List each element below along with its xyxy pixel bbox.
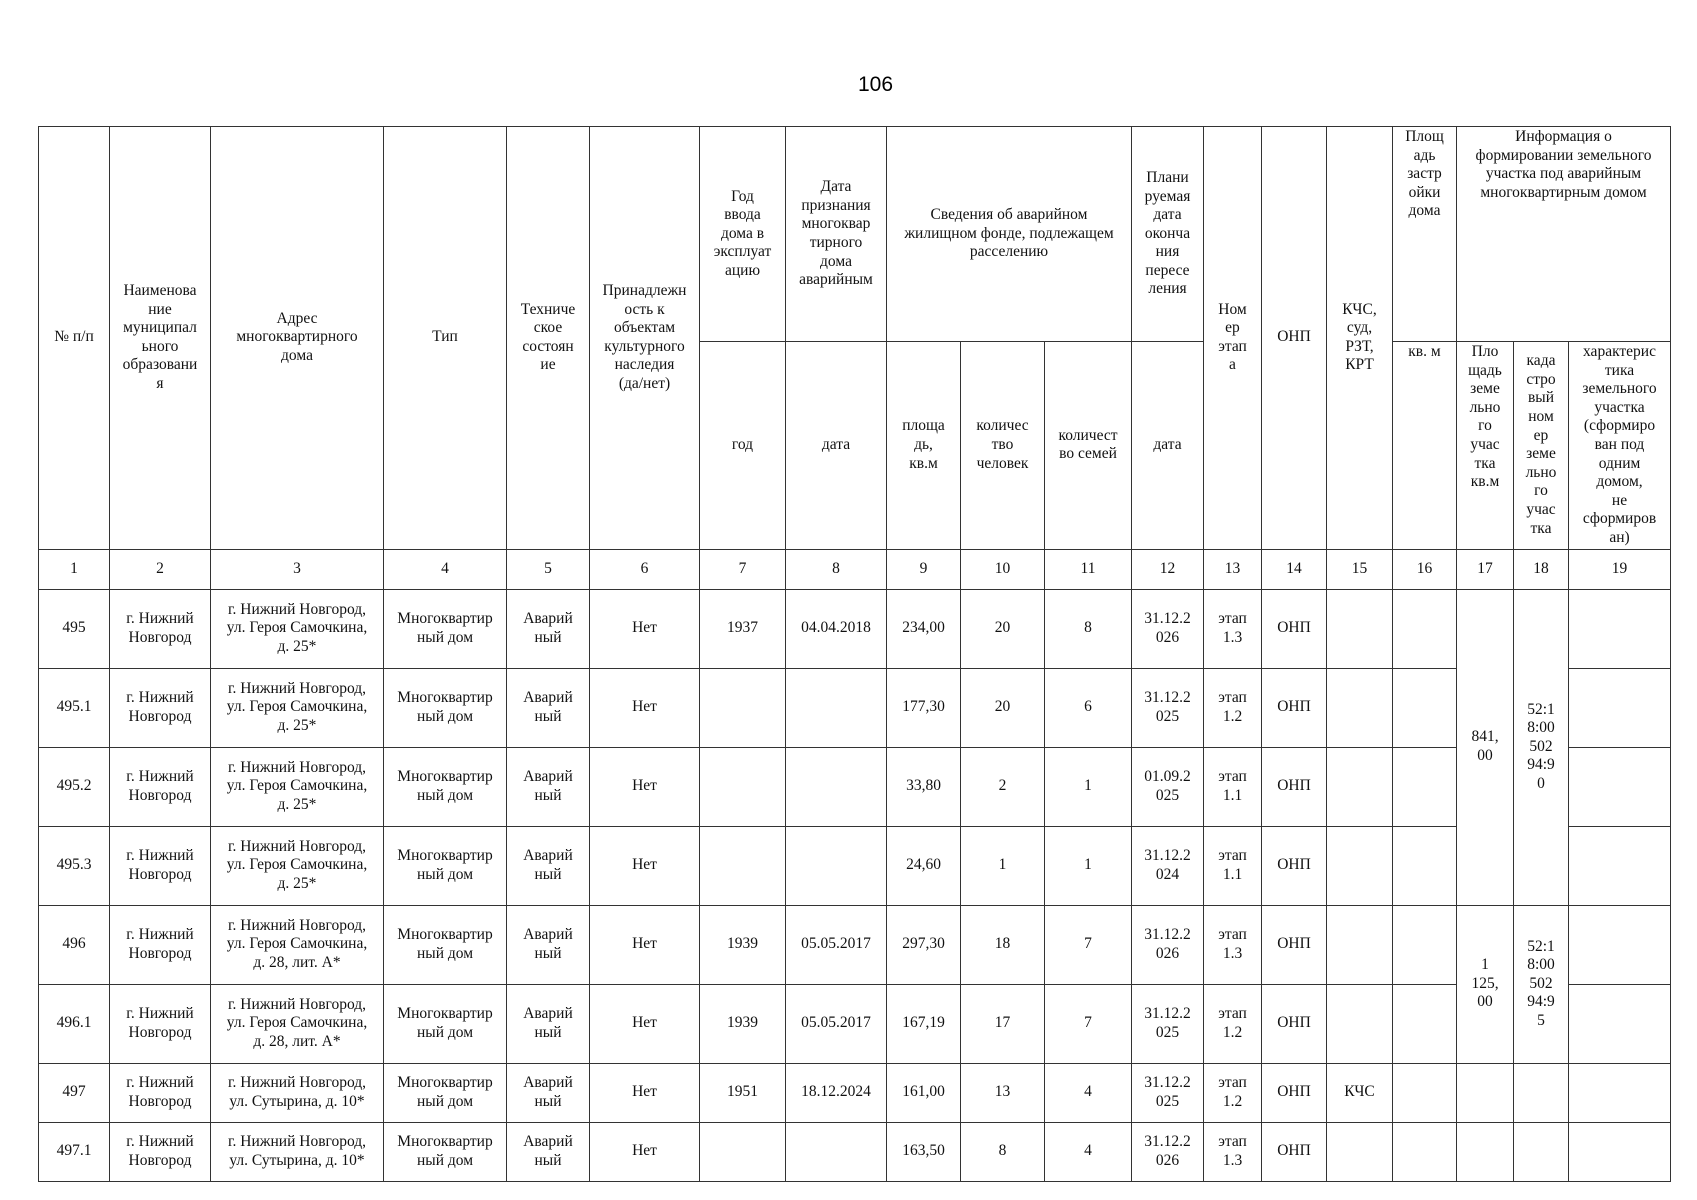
cell-kchs bbox=[1327, 984, 1393, 1063]
table-row bbox=[39, 747, 1671, 826]
cell-recognition-date: 18.12.2024 bbox=[786, 1063, 887, 1122]
cell-onp: ОНП bbox=[1262, 1063, 1327, 1122]
column-number: 8 bbox=[786, 549, 887, 589]
cell-stage: этап 1.3 bbox=[1204, 905, 1262, 984]
cell-address: г. Нижний Новгород, ул. Героя Самочкина, д. 25* bbox=[211, 826, 384, 905]
cell-year: 1951 bbox=[700, 1063, 786, 1122]
cell-area: 167,19 bbox=[887, 984, 961, 1063]
cell-heritage: Нет bbox=[590, 747, 700, 826]
cell-land-characteristic bbox=[1569, 826, 1671, 905]
header-cell-row-number: № п/п bbox=[39, 127, 110, 550]
cell-year bbox=[700, 747, 786, 826]
cell-land-characteristic bbox=[1569, 668, 1671, 747]
cell-families: 4 bbox=[1045, 1063, 1132, 1122]
header-cell-fund-info: Сведения об аварийном жилищном фонде, подлежащем расселению bbox=[887, 127, 1132, 342]
cell-municipality: г. Нижний Новгород bbox=[110, 747, 211, 826]
cell-municipality: г. Нижний Новгород bbox=[110, 1122, 211, 1181]
cell-building-area bbox=[1393, 589, 1457, 668]
cell-onp: ОНП bbox=[1262, 668, 1327, 747]
column-number: 19 bbox=[1569, 549, 1671, 589]
subheader-cell-cadastral: када стро вый ном ер земе льно го учас тка bbox=[1514, 342, 1569, 550]
cell-municipality: г. Нижний Новгород bbox=[110, 826, 211, 905]
cell-address: г. Нижний Новгород, ул. Героя Самочкина, д. 28, лит. А* bbox=[211, 905, 384, 984]
cell-kchs bbox=[1327, 826, 1393, 905]
cell-onp: ОНП bbox=[1262, 589, 1327, 668]
cell-recognition-date: 05.05.2017 bbox=[786, 984, 887, 1063]
cell-address: г. Нижний Новгород, ул. Героя Самочкина, д. 25* bbox=[211, 589, 384, 668]
column-number: 6 bbox=[590, 549, 700, 589]
cell-recognition-date: 04.04.2018 bbox=[786, 589, 887, 668]
cell-type: Многоквартир ный дом bbox=[384, 747, 507, 826]
cell-land-characteristic bbox=[1569, 905, 1671, 984]
cell-planned-date: 31.12.2 025 bbox=[1132, 1063, 1204, 1122]
cell-year: 1939 bbox=[700, 984, 786, 1063]
cell-land-area: 1 125, 00 bbox=[1457, 905, 1514, 1063]
cell-municipality: г. Нижний Новгород bbox=[110, 905, 211, 984]
cell-address: г. Нижний Новгород, ул. Героя Самочкина, д. 25* bbox=[211, 747, 384, 826]
header-cell-planned-date: Плани руемая дата оконча ния пересе ления bbox=[1132, 127, 1204, 342]
cell-heritage: Нет bbox=[590, 589, 700, 668]
table-row bbox=[39, 905, 1671, 984]
cell-row-number: 495.3 bbox=[39, 826, 110, 905]
column-number: 1 bbox=[39, 549, 110, 589]
cell-land-area: 841, 00 bbox=[1457, 589, 1514, 905]
cell-row-number: 495.1 bbox=[39, 668, 110, 747]
cell-families: 1 bbox=[1045, 747, 1132, 826]
cell-cadastral-number bbox=[1514, 1063, 1569, 1122]
cell-people: 13 bbox=[961, 1063, 1045, 1122]
header-cell-land-info: Информация о формировании земельного участка под аварийным многоквартирным домом bbox=[1457, 127, 1671, 342]
cell-building-area bbox=[1393, 984, 1457, 1063]
subheader-cell-unit-17: Пло щадь земе льно го учас тка кв.м bbox=[1457, 342, 1514, 550]
cell-families: 6 bbox=[1045, 668, 1132, 747]
cell-stage: этап 1.2 bbox=[1204, 668, 1262, 747]
header-cell-municipality: Наименова ние муниципал ьного образовани я bbox=[110, 127, 211, 550]
subheader-cell-date: дата bbox=[786, 342, 887, 550]
cell-heritage: Нет bbox=[590, 984, 700, 1063]
cell-address: г. Нижний Новгород, ул. Сутырина, д. 10* bbox=[211, 1122, 384, 1181]
table-row bbox=[39, 589, 1671, 668]
cell-planned-date: 31.12.2 025 bbox=[1132, 984, 1204, 1063]
cell-row-number: 495.2 bbox=[39, 747, 110, 826]
cell-municipality: г. Нижний Новгород bbox=[110, 984, 211, 1063]
cell-onp: ОНП bbox=[1262, 905, 1327, 984]
cell-land-characteristic bbox=[1569, 1122, 1671, 1181]
cell-area: 163,50 bbox=[887, 1122, 961, 1181]
cell-condition: Аварий ный bbox=[507, 589, 590, 668]
header-cell-heritage: Принадлежн ость к объектам культурного наследия (да/нет) bbox=[590, 127, 700, 550]
cell-area: 33,80 bbox=[887, 747, 961, 826]
cell-condition: Аварий ный bbox=[507, 1122, 590, 1181]
cell-row-number: 497 bbox=[39, 1063, 110, 1122]
cell-stage: этап 1.2 bbox=[1204, 984, 1262, 1063]
cell-stage: этап 1.3 bbox=[1204, 589, 1262, 668]
cell-heritage: Нет bbox=[590, 905, 700, 984]
subheader-cell-families: количест во семей bbox=[1045, 342, 1132, 550]
column-number: 17 bbox=[1457, 549, 1514, 589]
cell-land-characteristic bbox=[1569, 1063, 1671, 1122]
cell-year bbox=[700, 826, 786, 905]
cell-heritage: Нет bbox=[590, 1063, 700, 1122]
table-row bbox=[39, 668, 1671, 747]
cell-building-area bbox=[1393, 1063, 1457, 1122]
cell-area: 177,30 bbox=[887, 668, 961, 747]
cell-condition: Аварий ный bbox=[507, 668, 590, 747]
cell-stage: этап 1.1 bbox=[1204, 747, 1262, 826]
cell-land-area bbox=[1457, 1063, 1514, 1122]
cell-recognition-date: 05.05.2017 bbox=[786, 905, 887, 984]
cell-kchs bbox=[1327, 905, 1393, 984]
cell-year bbox=[700, 1122, 786, 1181]
cell-recognition-date bbox=[786, 1122, 887, 1181]
cell-land-characteristic bbox=[1569, 984, 1671, 1063]
cell-onp: ОНП bbox=[1262, 747, 1327, 826]
subheader-cell-year: год bbox=[700, 342, 786, 550]
cell-type: Многоквартир ный дом bbox=[384, 668, 507, 747]
subheader-cell-people: количес тво человек bbox=[961, 342, 1045, 550]
cell-building-area bbox=[1393, 1122, 1457, 1181]
cell-families: 1 bbox=[1045, 826, 1132, 905]
cell-planned-date: 31.12.2 026 bbox=[1132, 589, 1204, 668]
table-row bbox=[39, 984, 1671, 1063]
subheader-cell-land-characteristic: характерис тика земельного участка (сформиро ван под одним домом, не сформиров ан) bbox=[1569, 342, 1671, 550]
emergency-housing-table bbox=[38, 126, 1671, 1182]
cell-onp: ОНП bbox=[1262, 1122, 1327, 1181]
cell-year: 1937 bbox=[700, 589, 786, 668]
cell-type: Многоквартир ный дом bbox=[384, 1063, 507, 1122]
subheader-cell-area: площа дь, кв.м bbox=[887, 342, 961, 550]
column-number: 12 bbox=[1132, 549, 1204, 589]
column-number: 10 bbox=[961, 549, 1045, 589]
column-number: 5 bbox=[507, 549, 590, 589]
cell-land-characteristic bbox=[1569, 589, 1671, 668]
cell-condition: Аварий ный bbox=[507, 826, 590, 905]
header-cell-address: Адрес многоквартирного дома bbox=[211, 127, 384, 550]
cell-families: 7 bbox=[1045, 984, 1132, 1063]
cell-municipality: г. Нижний Новгород bbox=[110, 1063, 211, 1122]
cell-kchs bbox=[1327, 668, 1393, 747]
cell-year: 1939 bbox=[700, 905, 786, 984]
cell-row-number: 496 bbox=[39, 905, 110, 984]
cell-stage: этап 1.2 bbox=[1204, 1063, 1262, 1122]
cell-people: 17 bbox=[961, 984, 1045, 1063]
cell-condition: Аварий ный bbox=[507, 1063, 590, 1122]
header-row bbox=[39, 127, 1671, 342]
cell-building-area bbox=[1393, 826, 1457, 905]
table-row bbox=[39, 1122, 1671, 1181]
cell-planned-date: 01.09.2 025 bbox=[1132, 747, 1204, 826]
column-number: 2 bbox=[110, 549, 211, 589]
cell-planned-date: 31.12.2 026 bbox=[1132, 1122, 1204, 1181]
cell-area: 234,00 bbox=[887, 589, 961, 668]
cell-address: г. Нижний Новгород, ул. Героя Самочкина, д. 25* bbox=[211, 668, 384, 747]
cell-type: Многоквартир ный дом bbox=[384, 984, 507, 1063]
column-number: 3 bbox=[211, 549, 384, 589]
cell-kchs bbox=[1327, 1122, 1393, 1181]
cell-people: 20 bbox=[961, 589, 1045, 668]
header-cell-recognition-date: Дата признания многоквар тирного дома аварийным bbox=[786, 127, 887, 342]
cell-kchs bbox=[1327, 589, 1393, 668]
cell-people: 1 bbox=[961, 826, 1045, 905]
cell-year bbox=[700, 668, 786, 747]
column-number-row bbox=[39, 549, 1671, 589]
cell-row-number: 496.1 bbox=[39, 984, 110, 1063]
cell-families: 4 bbox=[1045, 1122, 1132, 1181]
cell-type: Многоквартир ный дом bbox=[384, 905, 507, 984]
column-number: 4 bbox=[384, 549, 507, 589]
column-number: 7 bbox=[700, 549, 786, 589]
cell-area: 161,00 bbox=[887, 1063, 961, 1122]
cell-people: 18 bbox=[961, 905, 1045, 984]
cell-heritage: Нет bbox=[590, 668, 700, 747]
cell-families: 7 bbox=[1045, 905, 1132, 984]
cell-planned-date: 31.12.2 026 bbox=[1132, 905, 1204, 984]
cell-row-number: 495 bbox=[39, 589, 110, 668]
cell-cadastral-number bbox=[1514, 1122, 1569, 1181]
header-cell-commission-year: Год ввода дома в эксплуат ацию bbox=[700, 127, 786, 342]
cell-cadastral-number: 52:1 8:00 502 94:9 5 bbox=[1514, 905, 1569, 1063]
cell-address: г. Нижний Новгород, ул. Сутырина, д. 10* bbox=[211, 1063, 384, 1122]
cell-land-area bbox=[1457, 1122, 1514, 1181]
cell-condition: Аварий ный bbox=[507, 905, 590, 984]
cell-municipality: г. Нижний Новгород bbox=[110, 668, 211, 747]
cell-type: Многоквартир ный дом bbox=[384, 1122, 507, 1181]
column-number: 18 bbox=[1514, 549, 1569, 589]
cell-type: Многоквартир ный дом bbox=[384, 589, 507, 668]
cell-people: 2 bbox=[961, 747, 1045, 826]
cell-people: 8 bbox=[961, 1122, 1045, 1181]
table-row bbox=[39, 1063, 1671, 1122]
cell-building-area bbox=[1393, 668, 1457, 747]
cell-kchs: КЧС bbox=[1327, 1063, 1393, 1122]
cell-municipality: г. Нижний Новгород bbox=[110, 589, 211, 668]
page-number: 106 bbox=[857, 73, 894, 96]
cell-heritage: Нет bbox=[590, 1122, 700, 1181]
header-cell-condition: Техниче ское состоян ие bbox=[507, 127, 590, 550]
subheader-cell-date-12: дата bbox=[1132, 342, 1204, 550]
cell-onp: ОНП bbox=[1262, 826, 1327, 905]
cell-heritage: Нет bbox=[590, 826, 700, 905]
column-number: 13 bbox=[1204, 549, 1262, 589]
cell-stage: этап 1.3 bbox=[1204, 1122, 1262, 1181]
column-number: 16 bbox=[1393, 549, 1457, 589]
cell-families: 8 bbox=[1045, 589, 1132, 668]
cell-planned-date: 31.12.2 024 bbox=[1132, 826, 1204, 905]
cell-building-area bbox=[1393, 747, 1457, 826]
cell-planned-date: 31.12.2 025 bbox=[1132, 668, 1204, 747]
cell-recognition-date bbox=[786, 747, 887, 826]
header-cell-type: Тип bbox=[384, 127, 507, 550]
cell-area: 297,30 bbox=[887, 905, 961, 984]
header-cell-stage-number: Ном ер этап а bbox=[1204, 127, 1262, 550]
cell-kchs bbox=[1327, 747, 1393, 826]
cell-type: Многоквартир ный дом bbox=[384, 826, 507, 905]
column-number: 14 bbox=[1262, 549, 1327, 589]
cell-people: 20 bbox=[961, 668, 1045, 747]
column-number: 9 bbox=[887, 549, 961, 589]
header-cell-building-area: Площ адь застр ойки дома bbox=[1393, 127, 1457, 342]
cell-condition: Аварий ный bbox=[507, 747, 590, 826]
cell-recognition-date bbox=[786, 668, 887, 747]
cell-address: г. Нижний Новгород, ул. Героя Самочкина, д. 28, лит. А* bbox=[211, 984, 384, 1063]
cell-onp: ОНП bbox=[1262, 984, 1327, 1063]
cell-row-number: 497.1 bbox=[39, 1122, 110, 1181]
cell-land-characteristic bbox=[1569, 747, 1671, 826]
cell-condition: Аварий ный bbox=[507, 984, 590, 1063]
header-cell-kchs: КЧС, суд, РЗТ, КРТ bbox=[1327, 127, 1393, 550]
subheader-cell-unit-16: кв. м bbox=[1393, 342, 1457, 550]
header-cell-onp: ОНП bbox=[1262, 127, 1327, 550]
column-number: 11 bbox=[1045, 549, 1132, 589]
column-number: 15 bbox=[1327, 549, 1393, 589]
cell-recognition-date bbox=[786, 826, 887, 905]
table-row bbox=[39, 826, 1671, 905]
cell-stage: этап 1.1 bbox=[1204, 826, 1262, 905]
cell-area: 24,60 bbox=[887, 826, 961, 905]
cell-cadastral-number: 52:1 8:00 502 94:9 0 bbox=[1514, 589, 1569, 905]
cell-building-area bbox=[1393, 905, 1457, 984]
